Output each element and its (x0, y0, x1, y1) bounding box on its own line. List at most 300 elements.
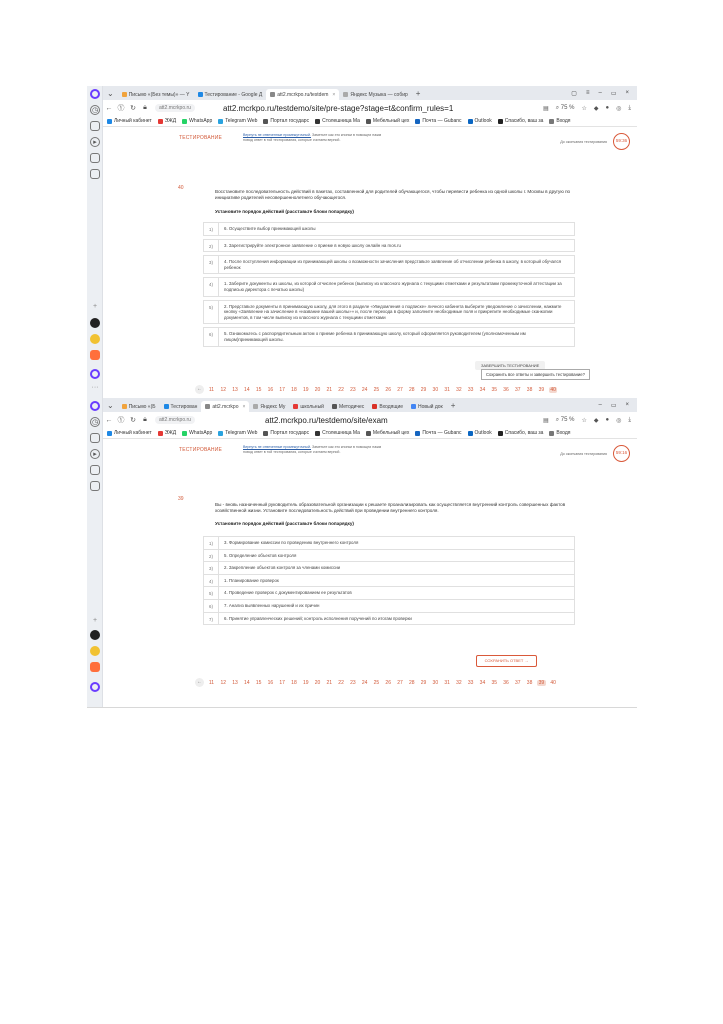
browser-screenshot-1 (87, 86, 637, 398)
answer-index: 1) (209, 541, 213, 546)
pager-page[interactable]: 22 (338, 679, 344, 686)
answer-index: 7) (209, 616, 213, 622)
bookmark-icon (182, 431, 187, 436)
bookmark-label: Входя (556, 118, 571, 124)
bookmark-icon (218, 431, 223, 436)
tab-label: Яндекс Музыка — собир (350, 91, 408, 98)
bookmark[interactable] (498, 430, 544, 436)
back-icon[interactable]: ← (105, 104, 113, 112)
bookmark-icon (218, 119, 223, 124)
bookmark[interactable] (182, 430, 212, 436)
pager-page[interactable]: 20 (314, 386, 321, 393)
pager-page[interactable]: 29 (420, 386, 427, 393)
pager-page[interactable]: 34 (479, 679, 486, 686)
lock-icon: 🔒︎ (143, 104, 147, 111)
bookmark[interactable] (218, 118, 257, 124)
answer-index: 4) (209, 578, 213, 584)
security-icon[interactable]: ◎ (616, 417, 622, 424)
pager-page[interactable]: 17 (279, 679, 285, 686)
alice-icon[interactable] (90, 682, 100, 692)
pager-page[interactable]: 28 (408, 386, 415, 393)
zoom-level[interactable]: ⌕ 75 % (555, 416, 575, 423)
answer-block[interactable] (203, 255, 575, 274)
answer-block[interactable] (203, 222, 575, 236)
bookmark-label: Мебельный цех (372, 118, 410, 124)
tab[interactable] (118, 401, 160, 412)
tab-label: школьный (300, 403, 324, 410)
answer-text: 6. Принятие управленческих решений; контроль исполнения поручений по итогам проверки (218, 613, 574, 625)
bookmark[interactable] (468, 118, 492, 124)
answer-text: 2. Закрепление объектов контроля за членами комиссии (218, 562, 574, 574)
hint-block (243, 133, 383, 142)
answer-block[interactable] (203, 561, 575, 574)
bookmark[interactable] (158, 118, 177, 124)
extensions-icon[interactable]: ◆ (593, 105, 599, 112)
new-tab-icon[interactable]: + (415, 88, 421, 98)
bookmark[interactable] (549, 430, 570, 436)
bookmark[interactable] (107, 430, 152, 436)
app-icon[interactable] (90, 318, 100, 328)
finish-test-button[interactable]: ЗАВЕРШИТЬ ТЕСТИРОВАНИЕ (475, 361, 545, 370)
tab[interactable] (328, 401, 368, 412)
countdown-timer: 59:16 (613, 445, 630, 462)
app-icon[interactable] (90, 630, 100, 640)
reload-icon[interactable]: ↻ (130, 417, 136, 424)
bookmark-icon (498, 431, 503, 436)
bookmark-icon (366, 119, 371, 124)
answer-text: 7. Анализ выявленных нарушений и их причин (218, 600, 574, 612)
tab-favicon-icon (122, 404, 127, 409)
app-icon[interactable] (90, 646, 100, 656)
pager-page[interactable]: 34 (479, 386, 486, 393)
pager-page[interactable]: 38 (526, 679, 533, 686)
tab-favicon-icon (164, 404, 169, 409)
pager-prev-icon[interactable]: ← (197, 679, 202, 685)
domain-pill[interactable]: att2.mcrkpo.ru (155, 104, 195, 112)
bookmark[interactable] (158, 430, 177, 436)
pager-page[interactable]: 27 (397, 679, 403, 686)
address-bar (103, 100, 637, 116)
pager-page[interactable]: 21 (326, 386, 333, 393)
answer-index: 3) (209, 260, 213, 266)
tabs-menu-icon[interactable]: ⌄ (107, 400, 114, 410)
address-bar (103, 412, 637, 428)
downloads-icon[interactable] (90, 481, 100, 491)
bookmark-icon (415, 431, 420, 436)
bookmark-label: Outlook (474, 118, 492, 124)
bookmark-star-icon[interactable]: ☆ (581, 417, 587, 424)
play-icon[interactable]: ▸ (90, 137, 100, 147)
window-controls (598, 402, 637, 409)
tab-favicon-icon (270, 92, 275, 97)
tab[interactable] (289, 401, 328, 412)
tab-label: Тестирование - Google Д (204, 91, 263, 98)
pager-page[interactable]: 40 (550, 679, 556, 686)
security-icon[interactable]: ◎ (616, 105, 622, 112)
tab[interactable] (339, 89, 411, 100)
bookmark-icon (549, 431, 554, 436)
pager-page[interactable]: 29 (420, 679, 427, 686)
zoom-value: 75 % (560, 104, 575, 111)
answer-text: 6. Осуществите выбор принимающей школы (218, 223, 574, 235)
bookmark-icon (263, 431, 268, 436)
minimize-icon[interactable]: – (598, 401, 602, 408)
tab[interactable] (118, 89, 194, 100)
menu-icon[interactable]: ≡ (585, 89, 590, 96)
question-instruction: Установите порядок действий (расставьте блоки попарядку) (215, 209, 354, 214)
answer-list (203, 536, 575, 625)
bookmark-label: Портал государс (270, 118, 310, 124)
bookmark[interactable] (366, 430, 409, 436)
bookmark-label: Мебельный цех (372, 430, 410, 436)
close-tab-icon[interactable]: × (332, 91, 336, 98)
bookmark-icon (263, 119, 268, 124)
bookmarks-bar (103, 428, 637, 439)
pager-page[interactable]: 31 (444, 386, 450, 393)
bookmark-icon (315, 119, 320, 124)
tab-label: Письмо «(Б (128, 403, 156, 410)
answer-index: 6) (209, 332, 213, 338)
tab-favicon-icon (293, 404, 298, 409)
pager-page[interactable]: 16 (267, 679, 274, 686)
app-icon[interactable] (90, 334, 100, 344)
bookmark-label: Спасибо, ваш за (504, 430, 544, 436)
download-icon[interactable]: ⤓ (628, 104, 631, 111)
pager-page[interactable]: 38 (526, 386, 533, 393)
hint-text: Заметьте как это кнопки в помощни нажм повод ответ в той тестирования, которые считаем верной. (243, 133, 382, 142)
download-icon[interactable]: ⤓ (628, 416, 631, 423)
bookmark-icon (468, 119, 473, 124)
tab-label: Письмо «(Без темы)» — Y (128, 91, 190, 98)
answer-text: 5. Определение объектов контроля (218, 550, 574, 562)
bookmarks-bar (103, 116, 637, 127)
bookmark-label: Личный кабинет (114, 430, 152, 436)
pager-page[interactable]: 26 (385, 386, 391, 393)
window-controls (571, 90, 637, 97)
pager-page[interactable]: 19 (302, 386, 309, 393)
reload-icon[interactable]: ↻ (130, 105, 136, 112)
browser-sidebar (87, 86, 103, 398)
downloads-icon[interactable] (90, 169, 100, 179)
bookmark[interactable] (415, 430, 461, 436)
browser-sidebar (87, 398, 103, 707)
answer-block[interactable] (203, 327, 575, 346)
account-icon[interactable]: ● (605, 105, 610, 111)
pager-page[interactable]: 19 (302, 679, 309, 686)
bookmark-label: Личный кабинет (114, 118, 152, 124)
answer-block[interactable] (203, 239, 575, 253)
pager-page[interactable]: 17 (279, 386, 285, 393)
pager-page[interactable]: 12 (220, 679, 227, 686)
pager-page[interactable]: 37 (515, 679, 521, 686)
pager-page[interactable]: 22 (338, 386, 344, 393)
hint-block (243, 445, 383, 454)
answer-text: 5. Ознакомьтесь с распорядительным актом о приеме ребенка в принимающую школу, который оформляется руководителем (уполномоченным им лицом)принимающей школы. (218, 328, 574, 345)
bookmark[interactable] (182, 118, 212, 124)
pager-page-current[interactable]: 40 (550, 386, 556, 393)
answer-text: 1. Заберите документы из школы, из которой отчислен ребенок (выписку из классного журнала с текущими отметками и результатами промежуточной аттестации за подписью директора с печатью школы) (218, 278, 574, 295)
bookmark[interactable] (415, 118, 461, 124)
pager-page[interactable]: 39 (538, 386, 545, 393)
tab-bar (103, 86, 637, 100)
pager-page[interactable]: 27 (397, 386, 403, 393)
pager-page[interactable]: 18 (291, 386, 297, 393)
answer-index: 2) (209, 243, 213, 249)
bookmark-label: Почта — Gubanc (422, 430, 462, 436)
reader-icon[interactable]: ▤ (543, 105, 549, 112)
minimize-icon[interactable]: – (598, 89, 602, 96)
pager-page[interactable]: 15 (255, 386, 262, 393)
pager-page[interactable]: 33 (467, 386, 474, 393)
bookmark[interactable] (498, 118, 544, 124)
bookmark-icon (549, 119, 554, 124)
answer-block[interactable] (203, 574, 575, 587)
answer-block[interactable] (203, 300, 575, 325)
question-number: 40 (178, 185, 184, 191)
tab-favicon-icon (411, 404, 416, 409)
domain-pill[interactable]: att2.mcrkpo.ru (155, 416, 195, 424)
bookmark[interactable] (468, 430, 492, 436)
pager-page[interactable]: 24 (361, 386, 368, 393)
maximize-icon[interactable]: ▭ (610, 90, 617, 97)
pager-prev-icon[interactable]: ← (197, 386, 202, 392)
answer-index: 2) (209, 553, 213, 559)
question-text: Вы - вновь назначенный руководитель образовательной организации к решаете проанализировать как осуществляется внутренний контроль совершенных фактов хозяйственной жизни. Установите последовательность действий при проведении внутреннего контроля. (215, 502, 566, 513)
bookmark[interactable] (315, 430, 360, 436)
bookmark-icon (158, 119, 163, 124)
bookmark[interactable] (263, 430, 309, 436)
bookmark[interactable] (263, 118, 309, 124)
answer-index: 3) (209, 566, 213, 572)
pager-page[interactable]: 21 (326, 679, 333, 686)
history-icon[interactable]: ◷ (91, 107, 99, 114)
tab[interactable] (160, 401, 202, 412)
tabs-menu-icon[interactable]: ⌄ (107, 88, 114, 98)
question-number: 39 (178, 496, 184, 502)
section-title: ТЕСТИРОВАНИЕ (179, 447, 223, 453)
account-icon[interactable]: ● (605, 417, 610, 423)
save-answer-button[interactable]: СОХРАНИТЬ ОТВЕТ → (476, 655, 537, 667)
bookmark-label: Telegram Web (225, 430, 258, 436)
pager-page[interactable]: 30 (432, 386, 439, 393)
bookmark[interactable] (315, 118, 360, 124)
extensions-icon[interactable]: ◆ (593, 417, 599, 424)
bookmark-label: WhatsApp (189, 430, 213, 436)
url-text[interactable]: att2.mcrkpo.ru/testdemo/site/pre-stage?stage=t&confirm_rules=1 (222, 103, 454, 113)
answer-text: 2. Представьте документы в принимающую школу, для этого в разделе «Уведомления о подписке» личного кабинета выберите уведомление о зачислении, нажмите кнопку «Заявление на зачисление в «название вашей школы»» и, после перехода в форму заполните необходимые поля и прикрепите необходимые сканкопии документов, в том числе выписку из классного журнала с текущими отметками (218, 301, 574, 324)
close-tab-icon[interactable]: × (242, 403, 246, 410)
pager-page[interactable]: 32 (456, 679, 462, 686)
bookmark-icon (498, 119, 503, 124)
zoom-level[interactable]: ⌕ 75 % (555, 104, 575, 111)
bookmark-icon (107, 431, 112, 436)
pager-page[interactable]: 37 (515, 386, 521, 393)
answer-block[interactable] (203, 586, 575, 599)
tab-label: att2.mcrkpo.ru/testdem (277, 91, 329, 98)
answer-text: 3. Формирование комиссии по проведению внутреннего контроля (218, 537, 574, 549)
notes-icon[interactable] (90, 153, 100, 163)
close-window-icon[interactable]: × (625, 89, 629, 96)
bookmark-label: Telegram Web (225, 118, 258, 124)
browser-screenshot-2 (87, 398, 637, 708)
bookmark-icon (315, 431, 320, 436)
bookmark[interactable] (549, 118, 570, 124)
new-tab-icon[interactable]: + (450, 400, 456, 410)
pager-page[interactable]: 11 (208, 386, 215, 393)
tab[interactable] (249, 401, 289, 412)
bookmark-label: Портал государс (270, 430, 310, 436)
timer-label: До окончания тестирования (560, 452, 607, 456)
pager-page[interactable]: 23 (350, 679, 356, 686)
pager-page-current[interactable]: 39 (538, 679, 545, 686)
answer-block[interactable] (203, 536, 575, 549)
url-text[interactable]: att2.mcrkpo.ru/testdemo/site/exam (264, 415, 388, 425)
alice-icon[interactable] (90, 369, 100, 379)
hint-link[interactable]: Вернуть не отвеченные промежуточный. (243, 445, 311, 449)
lock-icon: 🔒︎ (143, 416, 147, 423)
tab-label: Входящие (379, 403, 404, 410)
more-icon[interactable]: ··· (91, 384, 99, 391)
add-icon[interactable]: + (92, 303, 98, 310)
collections-icon[interactable] (90, 433, 100, 443)
answer-block[interactable] (203, 612, 575, 626)
collections-icon[interactable] (90, 121, 100, 131)
pager-page[interactable]: 13 (232, 679, 238, 686)
section-title: ТЕСТИРОВАНИЕ (179, 135, 223, 141)
pager-page[interactable]: 35 (491, 386, 498, 393)
pager-page[interactable]: 11 (208, 679, 215, 686)
answer-index: 1) (209, 227, 213, 232)
bookmark-icon (182, 119, 187, 124)
add-icon[interactable]: + (92, 617, 98, 624)
bookmark-icon (468, 431, 473, 436)
profile-icon[interactable] (90, 401, 100, 411)
pager-page[interactable]: 33 (467, 679, 474, 686)
bookmark-label: Столешница Ма (322, 430, 360, 436)
reader-icon[interactable]: ▤ (543, 417, 549, 424)
finish-tooltip: Сохранить все ответы и завершить тестирование? (481, 369, 590, 380)
pager-page[interactable]: 36 (503, 679, 509, 686)
answer-index: 5) (209, 304, 213, 310)
bookmark-label: Входя (556, 430, 571, 436)
tab-favicon-icon (122, 92, 127, 97)
bookmark-label: WhatsApp (189, 118, 213, 124)
tab[interactable] (368, 401, 407, 412)
answer-index: 5) (209, 591, 213, 597)
pager-page[interactable]: 36 (503, 386, 509, 393)
pager-page[interactable]: 26 (385, 679, 391, 686)
bookmark[interactable] (218, 430, 257, 436)
tab-favicon-icon (198, 92, 203, 97)
answer-index: 4) (209, 282, 213, 288)
bookmark-label: Спасибо, ваш за (504, 118, 544, 124)
close-window-icon[interactable]: × (625, 401, 629, 408)
history-icon[interactable]: ◷ (91, 419, 99, 426)
tab-favicon-icon (372, 404, 377, 409)
tab-label: Тестирован (170, 403, 198, 410)
tab-active[interactable] (266, 89, 339, 100)
pager-page[interactable]: 18 (291, 679, 297, 686)
bookmark[interactable] (107, 118, 152, 124)
yandex-icon[interactable]: Ⓨ (117, 417, 125, 424)
pager-page[interactable]: 16 (267, 386, 274, 393)
pager-page[interactable]: 30 (432, 679, 439, 686)
timer-label: До окончания тестирования (560, 140, 607, 144)
tab-favicon-icon (343, 92, 348, 97)
tab-active[interactable] (201, 401, 249, 412)
bookmark-manager-icon[interactable]: ▢ (571, 90, 577, 97)
bookmark-label: ЭЖД (164, 118, 177, 124)
back-icon[interactable]: ← (105, 416, 113, 424)
test-page (103, 439, 637, 707)
pager-page[interactable]: 15 (255, 679, 262, 686)
pager-page[interactable]: 13 (232, 386, 238, 393)
pager-page[interactable]: 25 (373, 679, 380, 686)
question-instruction: Установите порядок действий (расставьте блоки попарядку) (215, 521, 354, 526)
answer-list (203, 222, 575, 350)
address-actions (543, 105, 637, 112)
answer-index: 6) (209, 603, 213, 609)
pager-page[interactable]: 24 (361, 679, 368, 686)
market-icon[interactable] (90, 662, 100, 672)
bookmark-star-icon[interactable]: ☆ (581, 105, 587, 112)
notes-icon[interactable] (90, 465, 100, 475)
play-icon[interactable]: ▸ (90, 449, 100, 459)
pager-page[interactable]: 35 (491, 679, 498, 686)
hint-link[interactable]: Вернуть не отвеченные промежуточный. (243, 133, 311, 137)
answer-block[interactable] (203, 599, 575, 612)
bookmark-label: Outlook (474, 430, 492, 436)
yandex-icon[interactable]: Ⓨ (117, 105, 125, 112)
pager-page[interactable]: 14 (244, 386, 250, 393)
bookmark-icon (107, 119, 112, 124)
answer-text: 1. Планирование проверок (218, 575, 574, 587)
pager-page[interactable]: 23 (350, 386, 356, 393)
bookmark[interactable] (366, 118, 409, 124)
tab-label: Новый док (418, 403, 443, 410)
pager-page[interactable]: 12 (220, 386, 227, 393)
bookmark-icon (366, 431, 371, 436)
hint-text: Заметьте как это кнопки в помощни нажм повод ответ в той тестирования, которые считаем верной. (243, 445, 382, 454)
question-text: Восстановите последовательность действий в пакетах, составленной для родителей обучающегося, чтобы перевести ребенка из одной школы г. Москвы в другую по инициативе родителей несовершеннолетнего обучающегося. (215, 189, 571, 200)
pager-page[interactable]: 25 (373, 386, 380, 393)
tab[interactable] (407, 401, 447, 412)
answer-text: 3. Зарегистрируйте электронное заявление о приеме в новую школу онлайн на mos.ru (218, 240, 574, 252)
maximize-icon[interactable]: ▭ (610, 402, 617, 409)
pager-page[interactable]: 32 (456, 386, 462, 393)
answer-text: 4. После поступления информации из принимающей школы о возможности зачисления представьте заявление об отчислении ребенка в школу, в который обучался ребенок (218, 256, 574, 273)
tab-favicon-icon (205, 404, 210, 409)
bookmark-icon (415, 119, 420, 124)
tab-bar (103, 398, 637, 412)
profile-icon[interactable] (90, 89, 100, 99)
tab-favicon-icon (253, 404, 258, 409)
pager-page[interactable]: 14 (244, 679, 250, 686)
market-icon[interactable] (90, 350, 100, 360)
pager-page[interactable]: 20 (314, 679, 321, 686)
pager-page[interactable]: 31 (444, 679, 450, 686)
tab-label: Методичес (338, 403, 365, 410)
answer-block[interactable] (203, 277, 575, 296)
bookmark-label: Столешница Ма (322, 118, 360, 124)
test-page (103, 127, 637, 398)
pager-page[interactable]: 28 (408, 679, 415, 686)
bookmark-icon (158, 431, 163, 436)
countdown-timer: 59:36 (613, 133, 630, 150)
bookmark-label: ЭЖД (164, 430, 177, 436)
tab[interactable] (194, 89, 267, 100)
answer-block[interactable] (203, 549, 575, 562)
